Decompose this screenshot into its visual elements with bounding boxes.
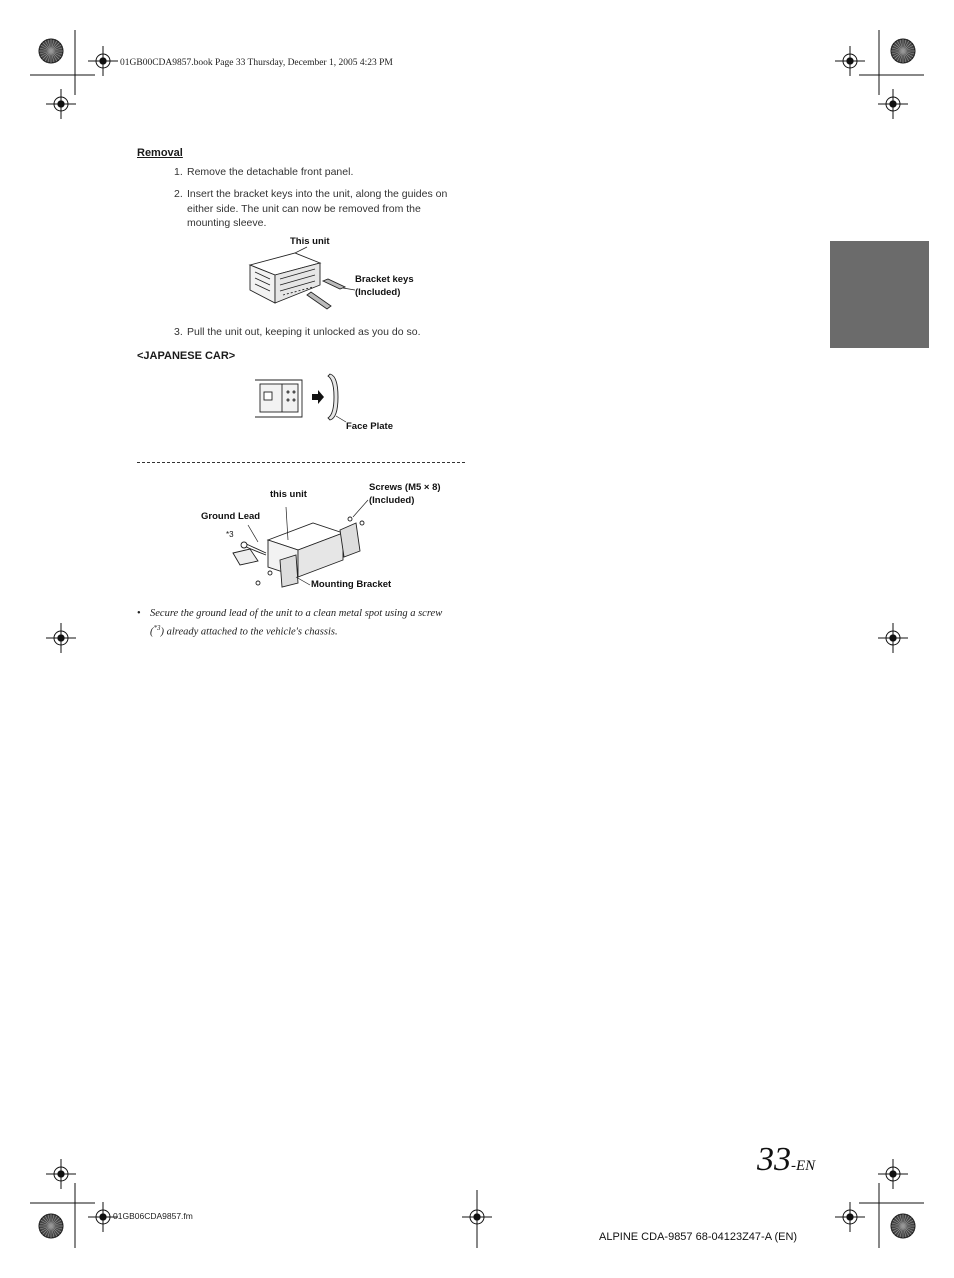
step-number: 2.	[174, 188, 183, 200]
step-text: Remove the detachable front panel.	[187, 166, 354, 178]
removal-step-2	[174, 187, 464, 231]
japanese-car-heading: <JAPANESE CAR>	[137, 350, 236, 362]
figure-bracket-keys	[245, 245, 365, 320]
label-ground-lead: Ground Lead	[201, 511, 261, 522]
label-this-unit: This unit	[290, 236, 330, 247]
footer-file-name: 01GB06CDA9857.fm	[113, 1211, 193, 1221]
step-number: 3.	[174, 326, 183, 338]
figure-face-plate	[252, 372, 352, 424]
step-text: Pull the unit out, keeping it unlocked as you do so.	[187, 326, 421, 338]
label-this-unit-lower: this unit	[270, 489, 307, 500]
footer-model-code: ALPINE CDA-9857 68-04123Z47-A (EN)	[599, 1231, 798, 1243]
label-face-plate: Face Plate	[346, 421, 393, 432]
removal-title: Removal	[137, 147, 183, 159]
step-number: 1.	[174, 166, 183, 178]
label-screws-included: (Included)	[369, 495, 415, 506]
label-mounting-bracket: Mounting Bracket	[311, 579, 392, 590]
page-number-value: 33	[757, 1141, 791, 1178]
label-screws: Screws (M5 × 8)	[369, 482, 441, 493]
label-screw-ref: *3	[226, 530, 234, 539]
label-bracket-keys-included: (Included)	[355, 287, 401, 298]
note-text-after: ) already attached to the vehicle's chassis.	[160, 626, 338, 638]
note-text	[150, 607, 457, 640]
note-bullet: •	[137, 608, 141, 619]
removal-step-1	[174, 165, 464, 180]
label-bracket-keys: Bracket keys	[355, 274, 414, 285]
removal-step-3	[174, 325, 464, 340]
header-file-info: 01GB00CDA9857.book Page 33 Thursday, December 1, 2005 4:23 PM	[120, 58, 393, 68]
page-number-suffix: -EN	[791, 1158, 816, 1174]
section-tab	[830, 241, 929, 348]
note-ref: *3	[153, 624, 161, 632]
ground-lead-note	[137, 607, 457, 640]
page-number	[757, 1141, 815, 1179]
note-text-before: Secure the ground lead of the unit to a clean metal spot using a screw (	[150, 608, 443, 638]
dashed-separator	[137, 462, 465, 463]
step-text: Insert the bracket keys into the unit, along the guides on either side. The unit can now be removed from the mounting sleeve.	[187, 188, 448, 229]
